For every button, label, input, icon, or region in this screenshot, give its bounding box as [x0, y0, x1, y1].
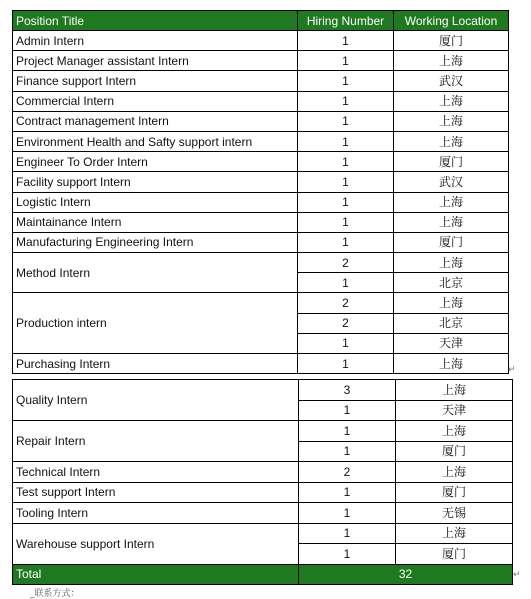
- position-title-cell: Tooling Intern: [13, 503, 299, 524]
- table-row: [13, 51, 509, 71]
- table-row: [13, 421, 513, 442]
- paragraph-mark: ↵: [508, 365, 516, 375]
- hiring-number-cell: 1: [298, 51, 394, 71]
- hiring-number-cell: 1: [298, 71, 394, 91]
- hiring-number-cell: 2: [298, 253, 394, 273]
- working-location-cell: 北京: [394, 313, 509, 333]
- position-title-cell: Logistic Intern: [13, 192, 298, 212]
- hiring-number-cell: 1: [299, 503, 396, 524]
- total-row: [13, 564, 513, 585]
- paragraph-mark: ↵: [513, 570, 521, 580]
- position-title-cell: Maintainance Intern: [13, 212, 298, 232]
- working-location-cell: 无锡: [396, 503, 513, 524]
- positions-table-top: [12, 10, 509, 374]
- working-location-cell: 北京: [394, 273, 509, 293]
- header-working-location: Working Location: [394, 11, 509, 31]
- position-title-cell: Repair Intern: [13, 421, 299, 462]
- working-location-cell: 上海: [394, 253, 509, 273]
- position-title-cell: Contract management Intern: [13, 111, 298, 131]
- position-title-cell: Facility support Intern: [13, 172, 298, 192]
- footer-contact-text: _联系方式：: [30, 589, 80, 599]
- position-title-cell: Quality Intern: [13, 380, 299, 421]
- table-row: [13, 380, 513, 401]
- working-location-cell: 武汉: [394, 71, 509, 91]
- hiring-number-cell: 1: [298, 31, 394, 51]
- position-title-cell: Project Manager assistant Intern: [13, 51, 298, 71]
- working-location-cell: 厦门: [396, 482, 513, 503]
- working-location-cell: 天津: [394, 333, 509, 353]
- hiring-number-cell: 1: [298, 354, 394, 374]
- position-title-cell: Method Intern: [13, 253, 298, 293]
- working-location-cell: 上海: [394, 131, 509, 151]
- hiring-number-cell: 1: [299, 544, 396, 565]
- table-row: [13, 172, 509, 192]
- position-title-cell: Technical Intern: [13, 462, 299, 483]
- position-title-cell: Commercial Intern: [13, 91, 298, 111]
- working-location-cell: 上海: [394, 192, 509, 212]
- hiring-number-cell: 1: [299, 482, 396, 503]
- hiring-number-cell: 1: [298, 131, 394, 151]
- hiring-number-cell: 2: [299, 462, 396, 483]
- table-row: [13, 253, 509, 273]
- working-location-cell: 厦门: [394, 152, 509, 172]
- table-row: [13, 523, 513, 544]
- hiring-number-cell: 1: [298, 172, 394, 192]
- table-row: [13, 91, 509, 111]
- hiring-number-cell: 1: [298, 333, 394, 353]
- working-location-cell: 厦门: [396, 441, 513, 462]
- table-row: [13, 503, 513, 524]
- table-row: [13, 293, 509, 313]
- working-location-cell: 上海: [394, 51, 509, 71]
- hiring-number-cell: 1: [298, 192, 394, 212]
- hiring-number-cell: 1: [299, 421, 396, 442]
- table-row: [13, 482, 513, 503]
- table-row: [13, 31, 509, 51]
- position-title-cell: Admin Intern: [13, 31, 298, 51]
- table-header-row: [13, 11, 509, 31]
- working-location-cell: 上海: [396, 523, 513, 544]
- working-location-cell: 上海: [394, 111, 509, 131]
- hiring-number-cell: 1: [298, 152, 394, 172]
- table-row: [13, 192, 509, 212]
- position-title-cell: Environment Health and Safty support intern: [13, 131, 298, 151]
- table-row: [13, 232, 509, 252]
- hiring-number-cell: 3: [299, 380, 396, 401]
- hiring-number-cell: 1: [299, 523, 396, 544]
- working-location-cell: 上海: [396, 421, 513, 442]
- table-row: [13, 131, 509, 151]
- working-location-cell: 武汉: [394, 172, 509, 192]
- table-row: [13, 354, 509, 374]
- position-title-cell: Production intern: [13, 293, 298, 354]
- working-location-cell: 天津: [396, 400, 513, 421]
- total-value: 32: [299, 564, 513, 585]
- table-row: [13, 71, 509, 91]
- position-title-cell: Manufacturing Engineering Intern: [13, 232, 298, 252]
- hiring-number-cell: 1: [298, 91, 394, 111]
- table-row: [13, 111, 509, 131]
- table-row: [13, 152, 509, 172]
- position-title-cell: Finance support Intern: [13, 71, 298, 91]
- hiring-number-cell: 1: [298, 212, 394, 232]
- table-row: [13, 462, 513, 483]
- working-location-cell: 上海: [394, 293, 509, 313]
- table-row: [13, 212, 509, 232]
- position-title-cell: Warehouse support Intern: [13, 523, 299, 564]
- header-position-title: Position Title: [13, 11, 298, 31]
- working-location-cell: 上海: [394, 354, 509, 374]
- header-hiring-number: Hiring Number: [298, 11, 394, 31]
- position-title-cell: Engineer To Order Intern: [13, 152, 298, 172]
- positions-table-bottom: [12, 379, 513, 585]
- working-location-cell: 上海: [396, 462, 513, 483]
- position-title-cell: Purchasing Intern: [13, 354, 298, 374]
- hiring-number-cell: 1: [299, 441, 396, 462]
- hiring-number-cell: 2: [298, 293, 394, 313]
- hiring-number-cell: 1: [298, 232, 394, 252]
- working-location-cell: 上海: [394, 91, 509, 111]
- working-location-cell: 厦门: [394, 232, 509, 252]
- hiring-number-cell: 1: [298, 273, 394, 293]
- working-location-cell: 上海: [394, 212, 509, 232]
- hiring-number-cell: 1: [298, 111, 394, 131]
- hiring-number-cell: 2: [298, 313, 394, 333]
- working-location-cell: 上海: [396, 380, 513, 401]
- total-label: Total: [13, 564, 299, 585]
- working-location-cell: 厦门: [394, 31, 509, 51]
- working-location-cell: 厦门: [396, 544, 513, 565]
- position-title-cell: Test support Intern: [13, 482, 299, 503]
- hiring-number-cell: 1: [299, 400, 396, 421]
